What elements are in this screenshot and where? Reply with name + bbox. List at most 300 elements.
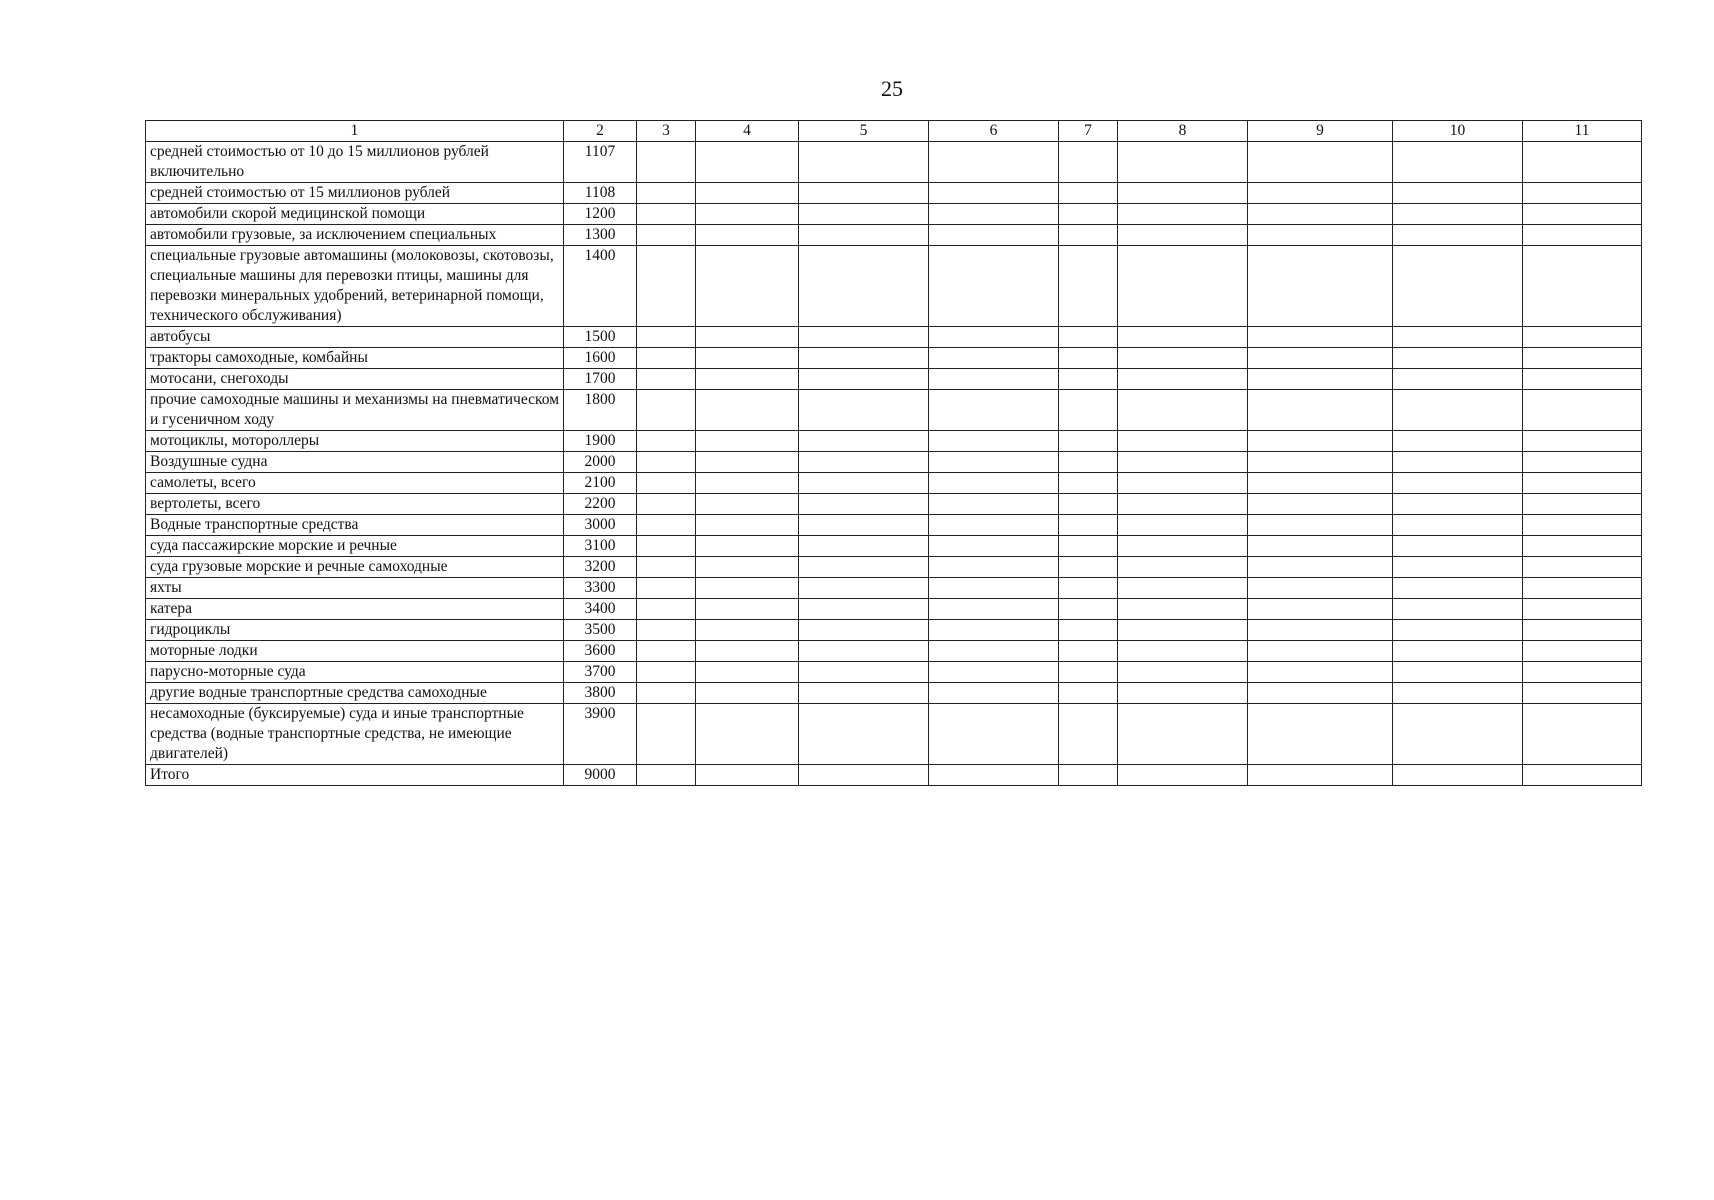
empty-cell-col-11 bbox=[1523, 641, 1642, 662]
empty-cell-col-5 bbox=[799, 204, 929, 225]
empty-cell-col-9 bbox=[1248, 536, 1393, 557]
empty-cell-col-8 bbox=[1118, 183, 1248, 204]
empty-cell-col-10 bbox=[1393, 369, 1523, 390]
column-header-2: 2 bbox=[564, 121, 637, 142]
table-row bbox=[146, 183, 1642, 204]
empty-cell-col-7 bbox=[1059, 225, 1118, 246]
empty-cell-col-6 bbox=[929, 327, 1059, 348]
table-row bbox=[146, 431, 1642, 452]
column-header-4: 4 bbox=[696, 121, 799, 142]
empty-cell-col-3 bbox=[637, 348, 696, 369]
empty-cell-col-10 bbox=[1393, 683, 1523, 704]
table-row bbox=[146, 536, 1642, 557]
empty-cell-col-4 bbox=[696, 599, 799, 620]
empty-cell-col-11 bbox=[1523, 620, 1642, 641]
empty-cell-col-9 bbox=[1248, 452, 1393, 473]
empty-cell-col-9 bbox=[1248, 327, 1393, 348]
empty-cell-col-5 bbox=[799, 704, 929, 765]
empty-cell-col-6 bbox=[929, 557, 1059, 578]
table-row bbox=[146, 578, 1642, 599]
empty-cell-col-7 bbox=[1059, 327, 1118, 348]
empty-cell-col-9 bbox=[1248, 765, 1393, 786]
empty-cell-col-3 bbox=[637, 536, 696, 557]
empty-cell-col-11 bbox=[1523, 704, 1642, 765]
empty-cell-col-5 bbox=[799, 662, 929, 683]
empty-cell-col-11 bbox=[1523, 452, 1642, 473]
empty-cell-col-6 bbox=[929, 765, 1059, 786]
empty-cell-col-5 bbox=[799, 390, 929, 431]
empty-cell-col-7 bbox=[1059, 557, 1118, 578]
empty-cell-col-6 bbox=[929, 662, 1059, 683]
row-code: 3800 bbox=[564, 683, 637, 704]
empty-cell-col-6 bbox=[929, 683, 1059, 704]
empty-cell-col-5 bbox=[799, 142, 929, 183]
empty-cell-col-10 bbox=[1393, 662, 1523, 683]
empty-cell-col-7 bbox=[1059, 473, 1118, 494]
empty-cell-col-11 bbox=[1523, 246, 1642, 327]
empty-cell-col-4 bbox=[696, 431, 799, 452]
empty-cell-col-3 bbox=[637, 515, 696, 536]
empty-cell-col-11 bbox=[1523, 204, 1642, 225]
empty-cell-col-11 bbox=[1523, 557, 1642, 578]
table-row bbox=[146, 494, 1642, 515]
row-name: парусно-моторные суда bbox=[146, 662, 564, 683]
empty-cell-col-4 bbox=[696, 578, 799, 599]
empty-cell-col-6 bbox=[929, 620, 1059, 641]
empty-cell-col-5 bbox=[799, 578, 929, 599]
empty-cell-col-7 bbox=[1059, 431, 1118, 452]
empty-cell-col-6 bbox=[929, 431, 1059, 452]
column-header-1: 1 bbox=[146, 121, 564, 142]
row-name: средней стоимостью от 10 до 15 миллионов рублей включительно bbox=[146, 142, 564, 183]
row-code: 1800 bbox=[564, 390, 637, 431]
empty-cell-col-9 bbox=[1248, 557, 1393, 578]
row-name: автомобили скорой медицинской помощи bbox=[146, 204, 564, 225]
row-code: 1700 bbox=[564, 369, 637, 390]
empty-cell-col-9 bbox=[1248, 369, 1393, 390]
empty-cell-col-3 bbox=[637, 641, 696, 662]
empty-cell-col-9 bbox=[1248, 142, 1393, 183]
empty-cell-col-3 bbox=[637, 578, 696, 599]
empty-cell-col-4 bbox=[696, 683, 799, 704]
empty-cell-col-7 bbox=[1059, 246, 1118, 327]
vehicle-table bbox=[145, 120, 1642, 786]
empty-cell-col-10 bbox=[1393, 246, 1523, 327]
row-code: 9000 bbox=[564, 765, 637, 786]
row-name: суда пассажирские морские и речные bbox=[146, 536, 564, 557]
table-row bbox=[146, 348, 1642, 369]
table-row bbox=[146, 204, 1642, 225]
empty-cell-col-8 bbox=[1118, 327, 1248, 348]
empty-cell-col-5 bbox=[799, 452, 929, 473]
empty-cell-col-5 bbox=[799, 765, 929, 786]
empty-cell-col-6 bbox=[929, 183, 1059, 204]
row-name: тракторы самоходные, комбайны bbox=[146, 348, 564, 369]
column-header-3: 3 bbox=[637, 121, 696, 142]
empty-cell-col-5 bbox=[799, 494, 929, 515]
empty-cell-col-7 bbox=[1059, 452, 1118, 473]
empty-cell-col-8 bbox=[1118, 620, 1248, 641]
table-row bbox=[146, 599, 1642, 620]
empty-cell-col-4 bbox=[696, 765, 799, 786]
empty-cell-col-9 bbox=[1248, 578, 1393, 599]
empty-cell-col-7 bbox=[1059, 515, 1118, 536]
row-name: Воздушные судна bbox=[146, 452, 564, 473]
empty-cell-col-3 bbox=[637, 494, 696, 515]
empty-cell-col-7 bbox=[1059, 183, 1118, 204]
row-code: 3400 bbox=[564, 599, 637, 620]
header-row bbox=[146, 121, 1642, 142]
empty-cell-col-8 bbox=[1118, 452, 1248, 473]
empty-cell-col-9 bbox=[1248, 683, 1393, 704]
empty-cell-col-10 bbox=[1393, 536, 1523, 557]
empty-cell-col-6 bbox=[929, 515, 1059, 536]
empty-cell-col-9 bbox=[1248, 390, 1393, 431]
empty-cell-col-6 bbox=[929, 369, 1059, 390]
empty-cell-col-3 bbox=[637, 246, 696, 327]
row-code: 1108 bbox=[564, 183, 637, 204]
table-row bbox=[146, 641, 1642, 662]
column-header-9: 9 bbox=[1248, 121, 1393, 142]
empty-cell-col-8 bbox=[1118, 536, 1248, 557]
empty-cell-col-9 bbox=[1248, 473, 1393, 494]
row-code: 1900 bbox=[564, 431, 637, 452]
empty-cell-col-6 bbox=[929, 473, 1059, 494]
row-code: 3300 bbox=[564, 578, 637, 599]
empty-cell-col-9 bbox=[1248, 225, 1393, 246]
empty-cell-col-8 bbox=[1118, 683, 1248, 704]
row-code: 2200 bbox=[564, 494, 637, 515]
empty-cell-col-5 bbox=[799, 246, 929, 327]
table-row bbox=[146, 390, 1642, 431]
empty-cell-col-8 bbox=[1118, 599, 1248, 620]
empty-cell-col-5 bbox=[799, 327, 929, 348]
empty-cell-col-3 bbox=[637, 204, 696, 225]
row-name: другие водные транспортные средства самоходные bbox=[146, 683, 564, 704]
empty-cell-col-4 bbox=[696, 494, 799, 515]
empty-cell-col-6 bbox=[929, 204, 1059, 225]
row-name: автомобили грузовые, за исключением специальных bbox=[146, 225, 564, 246]
row-code: 1500 bbox=[564, 327, 637, 348]
empty-cell-col-3 bbox=[637, 225, 696, 246]
empty-cell-col-6 bbox=[929, 494, 1059, 515]
table-row bbox=[146, 142, 1642, 183]
empty-cell-col-10 bbox=[1393, 142, 1523, 183]
empty-cell-col-10 bbox=[1393, 327, 1523, 348]
empty-cell-col-8 bbox=[1118, 765, 1248, 786]
empty-cell-col-6 bbox=[929, 599, 1059, 620]
empty-cell-col-6 bbox=[929, 578, 1059, 599]
row-code: 2000 bbox=[564, 452, 637, 473]
empty-cell-col-7 bbox=[1059, 599, 1118, 620]
empty-cell-col-6 bbox=[929, 704, 1059, 765]
empty-cell-col-8 bbox=[1118, 578, 1248, 599]
empty-cell-col-9 bbox=[1248, 494, 1393, 515]
empty-cell-col-10 bbox=[1393, 641, 1523, 662]
empty-cell-col-9 bbox=[1248, 641, 1393, 662]
column-header-6: 6 bbox=[929, 121, 1059, 142]
empty-cell-col-5 bbox=[799, 599, 929, 620]
table-row bbox=[146, 515, 1642, 536]
empty-cell-col-7 bbox=[1059, 348, 1118, 369]
empty-cell-col-9 bbox=[1248, 599, 1393, 620]
empty-cell-col-10 bbox=[1393, 452, 1523, 473]
row-name: несамоходные (буксируемые) суда и иные транспортные средства (водные транспортные средства, не имеющие двигателей) bbox=[146, 704, 564, 765]
empty-cell-col-4 bbox=[696, 204, 799, 225]
column-header-11: 11 bbox=[1523, 121, 1642, 142]
empty-cell-col-5 bbox=[799, 183, 929, 204]
empty-cell-col-5 bbox=[799, 348, 929, 369]
empty-cell-col-10 bbox=[1393, 473, 1523, 494]
empty-cell-col-10 bbox=[1393, 390, 1523, 431]
table-row bbox=[146, 557, 1642, 578]
table-row bbox=[146, 620, 1642, 641]
empty-cell-col-11 bbox=[1523, 142, 1642, 183]
column-header-8: 8 bbox=[1118, 121, 1248, 142]
table-body bbox=[146, 142, 1642, 786]
table-row bbox=[146, 369, 1642, 390]
empty-cell-col-11 bbox=[1523, 578, 1642, 599]
empty-cell-col-9 bbox=[1248, 704, 1393, 765]
empty-cell-col-4 bbox=[696, 641, 799, 662]
empty-cell-col-3 bbox=[637, 599, 696, 620]
row-name: мотоциклы, мотороллеры bbox=[146, 431, 564, 452]
empty-cell-col-3 bbox=[637, 327, 696, 348]
row-code: 2100 bbox=[564, 473, 637, 494]
empty-cell-col-10 bbox=[1393, 599, 1523, 620]
empty-cell-col-6 bbox=[929, 348, 1059, 369]
row-code: 3700 bbox=[564, 662, 637, 683]
empty-cell-col-8 bbox=[1118, 494, 1248, 515]
empty-cell-col-5 bbox=[799, 515, 929, 536]
empty-cell-col-10 bbox=[1393, 765, 1523, 786]
empty-cell-col-11 bbox=[1523, 494, 1642, 515]
empty-cell-col-3 bbox=[637, 704, 696, 765]
row-code: 3900 bbox=[564, 704, 637, 765]
empty-cell-col-4 bbox=[696, 348, 799, 369]
empty-cell-col-4 bbox=[696, 536, 799, 557]
empty-cell-col-5 bbox=[799, 557, 929, 578]
empty-cell-col-11 bbox=[1523, 327, 1642, 348]
table-row bbox=[146, 246, 1642, 327]
row-name: автобусы bbox=[146, 327, 564, 348]
empty-cell-col-11 bbox=[1523, 390, 1642, 431]
empty-cell-col-8 bbox=[1118, 641, 1248, 662]
row-name: моторные лодки bbox=[146, 641, 564, 662]
table-row bbox=[146, 225, 1642, 246]
row-code: 1600 bbox=[564, 348, 637, 369]
table-row bbox=[146, 683, 1642, 704]
empty-cell-col-9 bbox=[1248, 204, 1393, 225]
empty-cell-col-3 bbox=[637, 369, 696, 390]
empty-cell-col-8 bbox=[1118, 557, 1248, 578]
empty-cell-col-11 bbox=[1523, 473, 1642, 494]
empty-cell-col-7 bbox=[1059, 765, 1118, 786]
row-name: специальные грузовые автомашины (молоковозы, скотовозы, специальные машины для перевозки птицы, машины для перевозки минеральных удобрений, ветеринарной помощи, технического обслуживания) bbox=[146, 246, 564, 327]
row-name: гидроциклы bbox=[146, 620, 564, 641]
empty-cell-col-10 bbox=[1393, 183, 1523, 204]
row-name: прочие самоходные машины и механизмы на пневматическом и гусеничном ходу bbox=[146, 390, 564, 431]
empty-cell-col-6 bbox=[929, 225, 1059, 246]
row-code: 1400 bbox=[564, 246, 637, 327]
column-header-10: 10 bbox=[1393, 121, 1523, 142]
row-name: Водные транспортные средства bbox=[146, 515, 564, 536]
row-name: мотосани, снегоходы bbox=[146, 369, 564, 390]
empty-cell-col-11 bbox=[1523, 515, 1642, 536]
empty-cell-col-4 bbox=[696, 327, 799, 348]
empty-cell-col-4 bbox=[696, 704, 799, 765]
row-name: вертолеты, всего bbox=[146, 494, 564, 515]
empty-cell-col-8 bbox=[1118, 473, 1248, 494]
row-code: 1200 bbox=[564, 204, 637, 225]
empty-cell-col-4 bbox=[696, 473, 799, 494]
empty-cell-col-8 bbox=[1118, 431, 1248, 452]
empty-cell-col-4 bbox=[696, 452, 799, 473]
empty-cell-col-8 bbox=[1118, 515, 1248, 536]
empty-cell-col-8 bbox=[1118, 662, 1248, 683]
empty-cell-col-6 bbox=[929, 246, 1059, 327]
empty-cell-col-5 bbox=[799, 369, 929, 390]
empty-cell-col-7 bbox=[1059, 683, 1118, 704]
empty-cell-col-3 bbox=[637, 557, 696, 578]
empty-cell-col-7 bbox=[1059, 390, 1118, 431]
row-code: 1300 bbox=[564, 225, 637, 246]
empty-cell-col-4 bbox=[696, 662, 799, 683]
row-code: 3500 bbox=[564, 620, 637, 641]
empty-cell-col-9 bbox=[1248, 620, 1393, 641]
row-name: катера bbox=[146, 599, 564, 620]
empty-cell-col-11 bbox=[1523, 662, 1642, 683]
empty-cell-col-10 bbox=[1393, 348, 1523, 369]
empty-cell-col-5 bbox=[799, 683, 929, 704]
empty-cell-col-10 bbox=[1393, 494, 1523, 515]
empty-cell-col-4 bbox=[696, 390, 799, 431]
empty-cell-col-4 bbox=[696, 142, 799, 183]
empty-cell-col-10 bbox=[1393, 557, 1523, 578]
empty-cell-col-7 bbox=[1059, 204, 1118, 225]
empty-cell-col-8 bbox=[1118, 225, 1248, 246]
empty-cell-col-3 bbox=[637, 620, 696, 641]
empty-cell-col-7 bbox=[1059, 142, 1118, 183]
empty-cell-col-4 bbox=[696, 369, 799, 390]
row-code: 3100 bbox=[564, 536, 637, 557]
row-name: самолеты, всего bbox=[146, 473, 564, 494]
empty-cell-col-3 bbox=[637, 662, 696, 683]
row-code: 1107 bbox=[564, 142, 637, 183]
empty-cell-col-3 bbox=[637, 683, 696, 704]
row-name: яхты bbox=[146, 578, 564, 599]
table-row bbox=[146, 765, 1642, 786]
table-row bbox=[146, 327, 1642, 348]
empty-cell-col-7 bbox=[1059, 578, 1118, 599]
empty-cell-col-6 bbox=[929, 390, 1059, 431]
empty-cell-col-7 bbox=[1059, 369, 1118, 390]
empty-cell-col-10 bbox=[1393, 204, 1523, 225]
table-row bbox=[146, 452, 1642, 473]
empty-cell-col-3 bbox=[637, 431, 696, 452]
empty-cell-col-6 bbox=[929, 142, 1059, 183]
empty-cell-col-8 bbox=[1118, 390, 1248, 431]
empty-cell-col-11 bbox=[1523, 225, 1642, 246]
empty-cell-col-11 bbox=[1523, 183, 1642, 204]
empty-cell-col-7 bbox=[1059, 641, 1118, 662]
empty-cell-col-5 bbox=[799, 225, 929, 246]
empty-cell-col-4 bbox=[696, 183, 799, 204]
empty-cell-col-3 bbox=[637, 142, 696, 183]
empty-cell-col-8 bbox=[1118, 704, 1248, 765]
empty-cell-col-10 bbox=[1393, 515, 1523, 536]
empty-cell-col-9 bbox=[1248, 431, 1393, 452]
column-header-5: 5 bbox=[799, 121, 929, 142]
empty-cell-col-9 bbox=[1248, 246, 1393, 327]
row-code: 3600 bbox=[564, 641, 637, 662]
empty-cell-col-4 bbox=[696, 620, 799, 641]
empty-cell-col-11 bbox=[1523, 536, 1642, 557]
empty-cell-col-10 bbox=[1393, 704, 1523, 765]
row-name: суда грузовые морские и речные самоходные bbox=[146, 557, 564, 578]
empty-cell-col-5 bbox=[799, 473, 929, 494]
empty-cell-col-10 bbox=[1393, 620, 1523, 641]
empty-cell-col-8 bbox=[1118, 246, 1248, 327]
row-code: 3200 bbox=[564, 557, 637, 578]
empty-cell-col-9 bbox=[1248, 348, 1393, 369]
table-row bbox=[146, 473, 1642, 494]
empty-cell-col-10 bbox=[1393, 225, 1523, 246]
empty-cell-col-7 bbox=[1059, 494, 1118, 515]
empty-cell-col-5 bbox=[799, 620, 929, 641]
empty-cell-col-6 bbox=[929, 536, 1059, 557]
empty-cell-col-5 bbox=[799, 536, 929, 557]
empty-cell-col-4 bbox=[696, 225, 799, 246]
column-header-7: 7 bbox=[1059, 121, 1118, 142]
table-row bbox=[146, 662, 1642, 683]
empty-cell-col-7 bbox=[1059, 620, 1118, 641]
empty-cell-col-7 bbox=[1059, 536, 1118, 557]
empty-cell-col-8 bbox=[1118, 369, 1248, 390]
empty-cell-col-11 bbox=[1523, 348, 1642, 369]
row-name: средней стоимостью от 15 миллионов рублей bbox=[146, 183, 564, 204]
row-code: 3000 bbox=[564, 515, 637, 536]
empty-cell-col-5 bbox=[799, 641, 929, 662]
page-number: 25 bbox=[881, 76, 903, 101]
empty-cell-col-11 bbox=[1523, 683, 1642, 704]
empty-cell-col-8 bbox=[1118, 204, 1248, 225]
empty-cell-col-3 bbox=[637, 390, 696, 431]
empty-cell-col-8 bbox=[1118, 142, 1248, 183]
empty-cell-col-4 bbox=[696, 515, 799, 536]
empty-cell-col-11 bbox=[1523, 431, 1642, 452]
empty-cell-col-7 bbox=[1059, 662, 1118, 683]
empty-cell-col-9 bbox=[1248, 515, 1393, 536]
empty-cell-col-7 bbox=[1059, 704, 1118, 765]
row-name: Итого bbox=[146, 765, 564, 786]
empty-cell-col-3 bbox=[637, 473, 696, 494]
empty-cell-col-4 bbox=[696, 557, 799, 578]
empty-cell-col-3 bbox=[637, 765, 696, 786]
empty-cell-col-11 bbox=[1523, 599, 1642, 620]
empty-cell-col-9 bbox=[1248, 662, 1393, 683]
empty-cell-col-9 bbox=[1248, 183, 1393, 204]
empty-cell-col-11 bbox=[1523, 765, 1642, 786]
empty-cell-col-6 bbox=[929, 452, 1059, 473]
empty-cell-col-11 bbox=[1523, 369, 1642, 390]
table-row bbox=[146, 704, 1642, 765]
empty-cell-col-3 bbox=[637, 452, 696, 473]
empty-cell-col-8 bbox=[1118, 348, 1248, 369]
empty-cell-col-10 bbox=[1393, 431, 1523, 452]
empty-cell-col-4 bbox=[696, 246, 799, 327]
empty-cell-col-10 bbox=[1393, 578, 1523, 599]
